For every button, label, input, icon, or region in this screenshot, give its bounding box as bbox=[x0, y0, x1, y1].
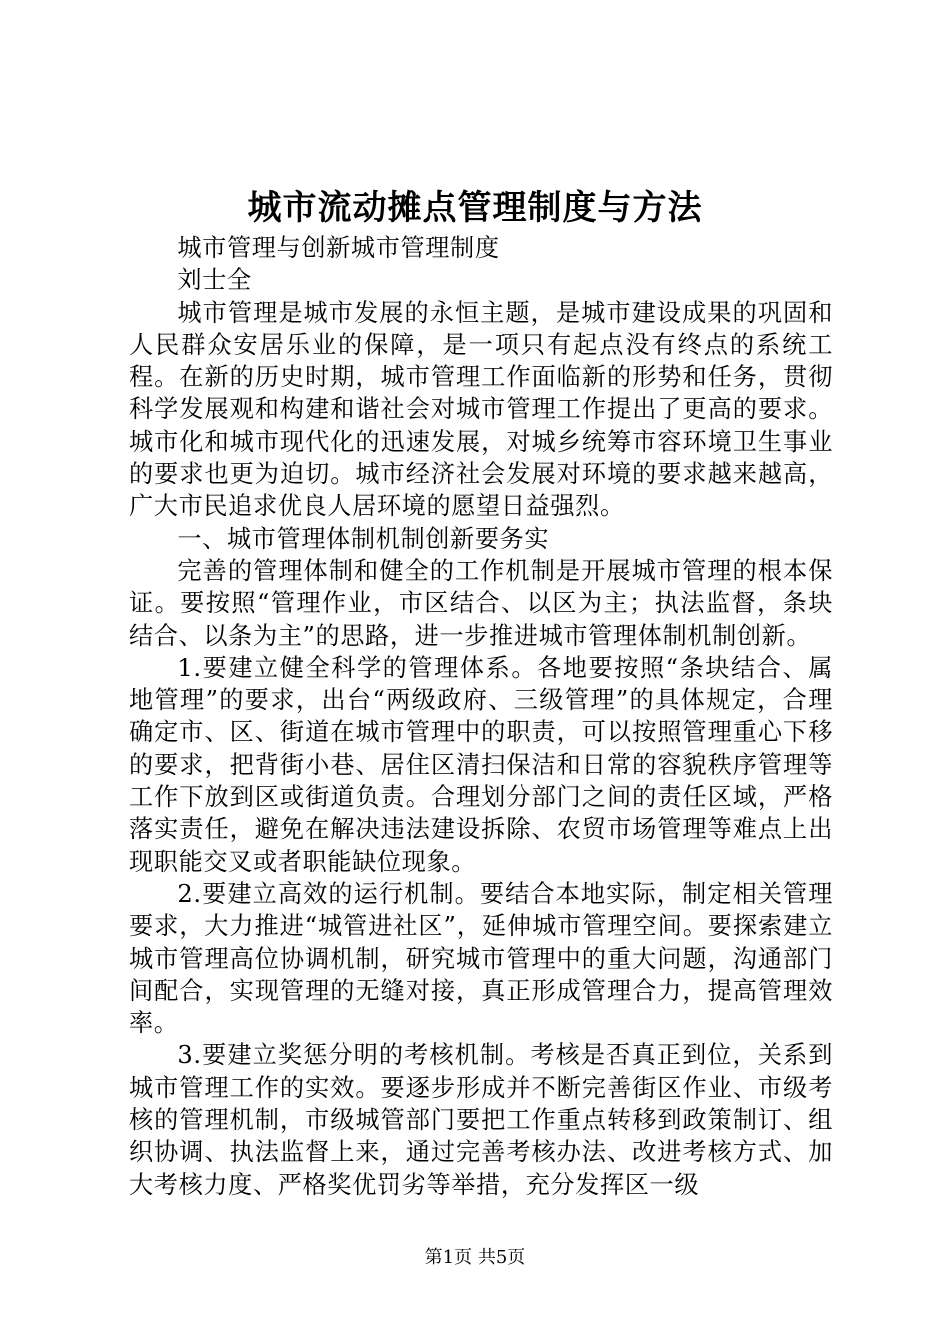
body-paragraph: 1.要建立健全科学的管理体系。各地要按照“条块结合、属地管理”的要求，出台“两级政府、三级管理”的具体规定，合理确定市、区、街道在城市管理中的职责，可以按照管理重心下移的要求，把背街小巷、居住区清扫保洁和日常的容貌秩序管理等工作下放到区或街道负责。合理划分部门之间的责任区域，严格落实责任，避免在解决违法建设拆除、农贸市场管理等难点上出现职能交叉或者职能缺位现象。 bbox=[129, 653, 833, 876]
body-paragraph: 3.要建立奖惩分明的考核机制。考核是否真正到位，关系到城市管理工作的实效。要逐步形成并不断完善街区作业、市级考核的管理机制，市级城管部门要把工作重点转移到政策制订、组织协调、执法监督上来，通过完善考核办法、改进考核方式、加大考核力度、严格奖优罚劣等举措，充分发挥区一级 bbox=[129, 1041, 833, 1199]
author-paragraph: 刘士全 bbox=[177, 266, 252, 295]
section-heading: 一、城市管理体制机制创新要务实 bbox=[177, 524, 550, 553]
body-paragraph: 城市管理是城市发展的永恒主题，是城市建设成果的巩固和人民群众安居乐业的保障，是一项只有起点没有终点的系统工程。在新的历史时期，城市管理工作面临新的形势和任务，贯彻科学发展观和构建和谐社会对城市管理工作提出了更高的要求。城市化和城市现代化的迅速发展，对城乡统筹市容环境卫生事业的要求也更为迫切。城市经济社会发展对环境的要求越来越高，广大市民追求优良人居环境的愿望日益强烈。 bbox=[129, 298, 833, 521]
subtitle-paragraph: 城市管理与创新城市管理制度 bbox=[177, 234, 500, 262]
document-title: 城市流动摊点管理制度与方法 bbox=[247, 188, 703, 228]
body-paragraph: 2.要建立高效的运行机制。要结合本地实际，制定相关管理要求，大力推进“城管进社区”，延伸城市管理空间。要探索建立城市管理高位协调机制，研究城市管理中的重大问题，沟通部门间配合，实现管理的无缝对接，真正形成管理合力，提高管理效率。 bbox=[129, 879, 833, 1038]
body-paragraph: 完善的管理体制和健全的工作机制是开展城市管理的根本保证。要按照“管理作业，市区结合、以区为主；执法监督，条块结合、以条为主”的思路，进一步推进城市管理体制机制创新。 bbox=[129, 556, 833, 650]
page-footer: 第1页 共5页 bbox=[424, 1247, 526, 1268]
document-body bbox=[129, 232, 833, 1201]
